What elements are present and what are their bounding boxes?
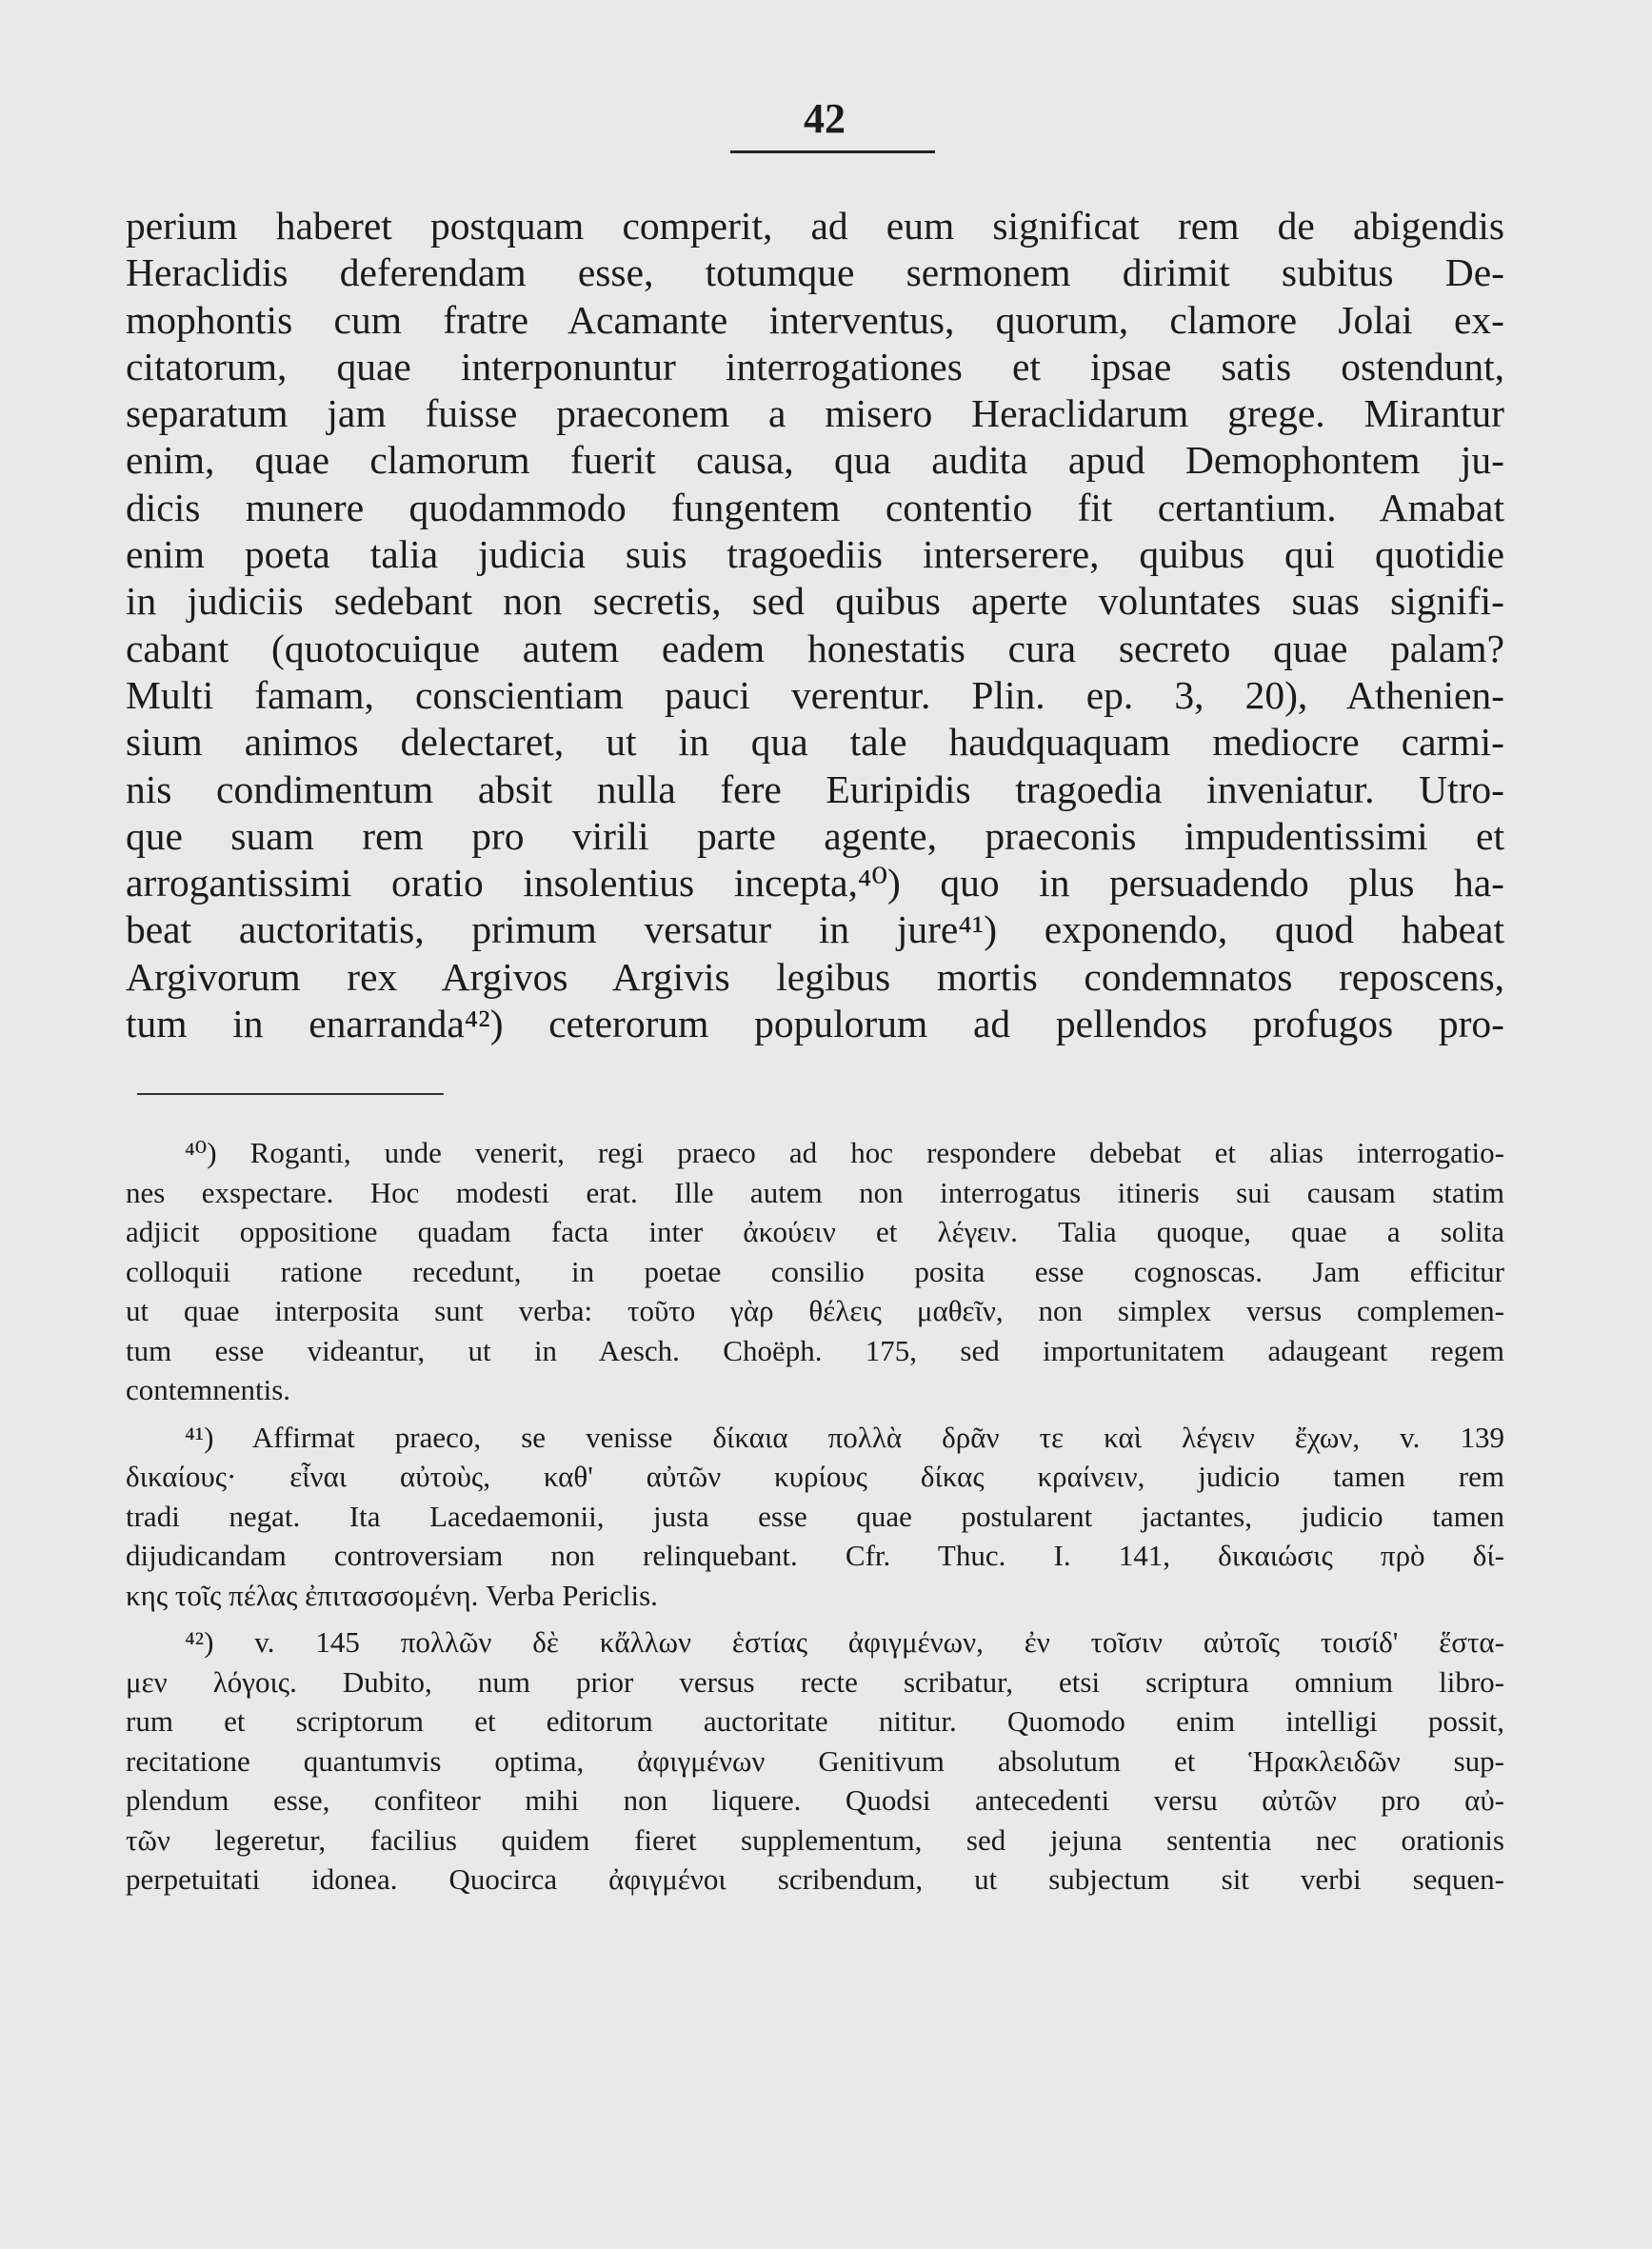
- footnote-40-line: nes exspectare. Hoc modesti erat. Ille autem non interrogatus itineris sui causam statim: [126, 1175, 1504, 1209]
- footnotes: [126, 1133, 1504, 1900]
- page-number: 42: [804, 95, 846, 142]
- footnote-41-line: ⁴¹) Affirmat praeco, se venisse δίκαια πολλὰ δρᾶν τε καὶ λέγειν ἔχων, v. 139: [185, 1420, 1504, 1454]
- main-line: Multi famam, conscientiam pauci verentur. Plin. ep. 3, 20), Athenien-: [126, 672, 1504, 717]
- main-line: separatum jam fuisse praeconem a misero Heraclidarum grege. Mirantur: [126, 391, 1504, 436]
- main-line: enim poeta talia judicia suis tragoediis interserere, quibus qui quotidie: [126, 532, 1504, 577]
- footnote-41-line: κης τοῖς πέλας ἐπιτασσομένη. Verba Periclis.: [126, 1578, 658, 1612]
- footnote-42-line: μεν λόγοις. Dubito, num prior versus recte scribatur, etsi scriptura omnium libro-: [126, 1664, 1504, 1699]
- footnote-42-line: perpetuitati idonea. Quocirca ἀφιγμένοι scribendum, ut subjectum sit verbi sequen-: [126, 1862, 1504, 1897]
- footnote-40-line: ut quae interposita sunt verba: τοῦτο γὰρ θέλεις μαθεῖν, non simplex versus complemen-: [126, 1294, 1504, 1328]
- main-line: perium haberet postquam comperit, ad eum significat rem de abigendis: [126, 204, 1504, 248]
- main-line: Heraclidis deferendam esse, totumque sermonem dirimit subitus De-: [126, 250, 1504, 295]
- footnote-40-line: adjicit oppositione quadam facta inter ἀκούειν et λέγειν. Talia quoque, quae a solita: [126, 1215, 1504, 1249]
- main-line: enim, quae clamorum fuerit causa, qua audita apud Demophontem ju-: [126, 438, 1504, 483]
- main-line: mophontis cum fratre Acamante interventus, quorum, clamore Jolai ex-: [126, 297, 1504, 342]
- main-line: tum in enarranda⁴²) ceterorum populorum ad pellendos profugos pro-: [126, 1002, 1504, 1046]
- header-rule: [730, 150, 935, 153]
- main-line: citatorum, quae interponuntur interrogationes et ipsae satis ostendunt,: [126, 344, 1504, 388]
- footnote-42-line: recitatione quantumvis optima, ἀφιγμένων Genitivum absolutum et Ἡρακλειδῶν sup-: [126, 1743, 1504, 1778]
- main-line: cabant (quotocuique autem eadem honestatis cura secreto quae palam?: [126, 626, 1504, 670]
- main-text: [126, 203, 1504, 1047]
- footnote-42-line: ⁴²) v. 145 πολλῶν δὲ κἄλλων ἑστίας ἀφιγμένων, ἐν τοῖσιν αὐτοῖς τοισίδ' ἕστα-: [185, 1625, 1504, 1660]
- footnote-rule: [137, 1093, 444, 1095]
- footnote-42-line: τῶν legeretur, facilius quidem fieret supplementum, sed jejuna sententia nec orationis: [126, 1822, 1504, 1857]
- main-line: que suam rem pro virili parte agente, praeconis impudentissimi et: [126, 813, 1504, 858]
- footnote-42-line: plendum esse, confiteor mihi non liquere. Quodsi antecedenti versu αὐτῶν pro αὐ-: [126, 1783, 1504, 1818]
- footnote-40-line: contemnentis.: [126, 1373, 291, 1407]
- main-line: Argivorum rex Argivos Argivis legibus mortis condemnatos reposcens,: [126, 954, 1504, 999]
- main-line: nis condimentum absit nulla fere Euripidis tragoedia inveniatur. Utro-: [126, 766, 1504, 811]
- footnote-41-line: tradi negat. Ita Lacedaemonii, justa esse quae postularent jactantes, judicio tamen: [126, 1499, 1504, 1533]
- main-line: beat auctoritatis, primum versatur in jure⁴¹) exponendo, quod habeat: [126, 907, 1504, 952]
- footnote-41-line: dijudicandam controversiam non relinquebant. Cfr. Thuc. I. 141, δικαιώσις πρὸ δί-: [126, 1539, 1504, 1573]
- main-line: sium animos delectaret, ut in qua tale haudquaquam mediocre carmi-: [126, 720, 1504, 765]
- main-line: in judiciis sedebant non secretis, sed quibus aperte voluntates suas signifi-: [126, 579, 1504, 624]
- footnote-40-line: colloquii ratione recedunt, in poetae consilio posita esse cognoscas. Jam efficitur: [126, 1254, 1504, 1288]
- main-line: dicis munere quodammodo fungentem contentio fit certantium. Amabat: [126, 485, 1504, 529]
- footnote-42-line: rum et scriptorum et editorum auctoritate nititur. Quomodo enim intelligi possit,: [126, 1704, 1504, 1739]
- footnote-40-line: ⁴⁰) Roganti, unde venerit, regi praeco ad hoc respondere debebat et alias interrogatio-: [185, 1136, 1504, 1170]
- footnote-40-line: tum esse videantur, ut in Aesch. Choëph. 175, sed importunitatem adaugeant regem: [126, 1333, 1504, 1367]
- main-line: arrogantissimi oratio insolentius incepta,⁴⁰) quo in persuadendo plus ha-: [126, 861, 1504, 906]
- footnote-41-line: δικαίους· εἶναι αὐτοὺς, καθ' αὐτῶν κυρίους δίκας κραίνειν, judicio tamen rem: [126, 1460, 1504, 1494]
